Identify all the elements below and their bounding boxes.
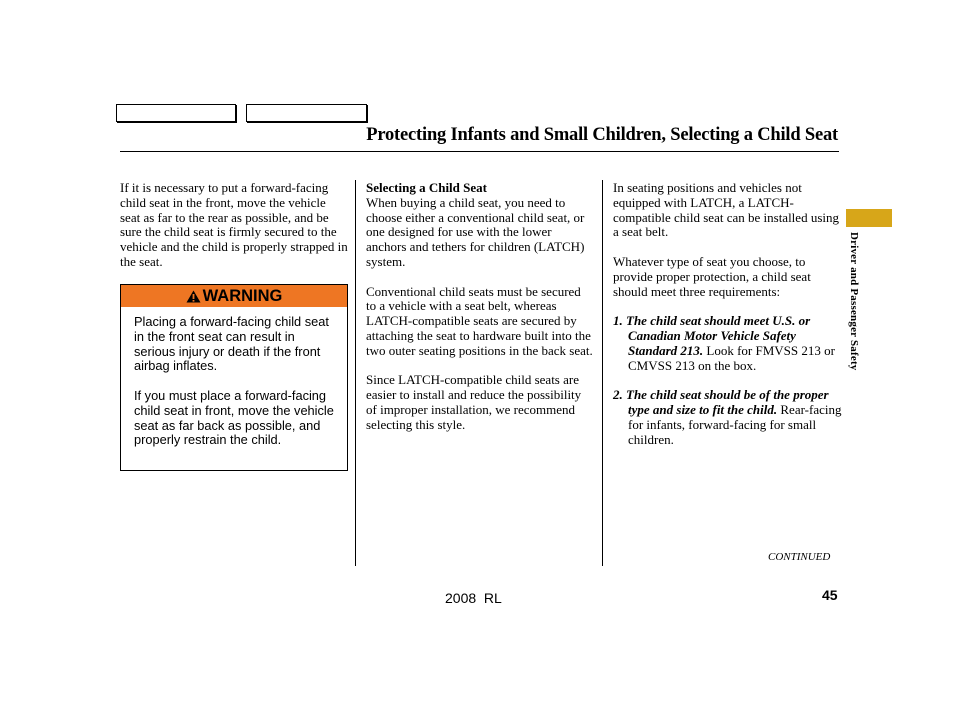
body-paragraph: When buying a child seat, you need to choose either a conventional child seat, or one designed for use with the lower anchors and tethers for children (LATCH) system. bbox=[366, 194, 585, 269]
requirement-text: Look for FMVSS 213 or CMVSS 213 on the box. bbox=[628, 342, 835, 373]
body-paragraph: Whatever type of seat you choose, to provide proper protection, a child seat should meet three requirements: bbox=[613, 253, 811, 299]
section-heading: Selecting a Child Seat bbox=[366, 180, 487, 195]
intro-paragraph: If it is necessary to put a forward-facing child seat in the front, move the vehicle seat as far to the rear as possible, and be sure the child seat is firmly secured to the vehicle and the child is properly strapped in the seat. bbox=[120, 180, 348, 269]
warning-box bbox=[120, 284, 348, 471]
requirement-text: Rear-facing for infants, forward-facing for small children. bbox=[628, 401, 842, 447]
continued-label: CONTINUED bbox=[768, 551, 831, 563]
warning-paragraph: If you must place a forward-facing child seat in front, move the vehicle seat as far back as possible, and properly restrain the child. bbox=[134, 387, 334, 448]
page-title: Protecting Infants and Small Children, Selecting a Child Seat bbox=[366, 125, 838, 145]
warning-label: WARNING bbox=[202, 286, 283, 305]
nav-button-previous[interactable] bbox=[116, 104, 236, 122]
section-side-label: Driver and Passenger Safety bbox=[848, 232, 860, 371]
warning-paragraph: Placing a forward-facing child seat in the front seat can result in serious injury or death if the front airbag inflates. bbox=[134, 314, 329, 374]
column-2 bbox=[366, 181, 594, 447]
body-paragraph: Conventional child seats must be secured to a vehicle with a seat belt, whereas LATCH-compatible seats are secured by attaching the seat to hardware built into the two outer seating positions in the back seat. bbox=[366, 283, 593, 358]
warning-triangle-icon bbox=[186, 290, 201, 303]
column-divider bbox=[602, 180, 603, 566]
requirement-title: 1. The child seat should meet U.S. or Canadian Motor Vehicle Safety Standard 213. bbox=[613, 313, 811, 358]
column-divider bbox=[355, 180, 356, 566]
body-paragraph: Since LATCH-compatible child seats are easier to install and reduce the possibility of improper installation, we recommend selecting this style. bbox=[366, 372, 582, 432]
warning-body bbox=[121, 307, 347, 448]
title-rule bbox=[120, 151, 839, 152]
requirement-item bbox=[613, 314, 845, 373]
requirement-item bbox=[613, 388, 845, 447]
footer-model: 2008 RL bbox=[445, 590, 502, 606]
nav-button-next[interactable] bbox=[246, 104, 367, 122]
column-1 bbox=[120, 181, 348, 285]
section-tab[interactable] bbox=[846, 209, 892, 227]
body-paragraph: In seating positions and vehicles not equipped with LATCH, a LATCH-compatible child seat can be installed using a seat belt. bbox=[613, 180, 839, 240]
page-number: 45 bbox=[822, 587, 838, 603]
column-3 bbox=[613, 181, 845, 462]
warning-header bbox=[121, 285, 347, 307]
requirement-title: 2. The child seat should be of the proper type and size to fit the child. bbox=[613, 387, 829, 417]
